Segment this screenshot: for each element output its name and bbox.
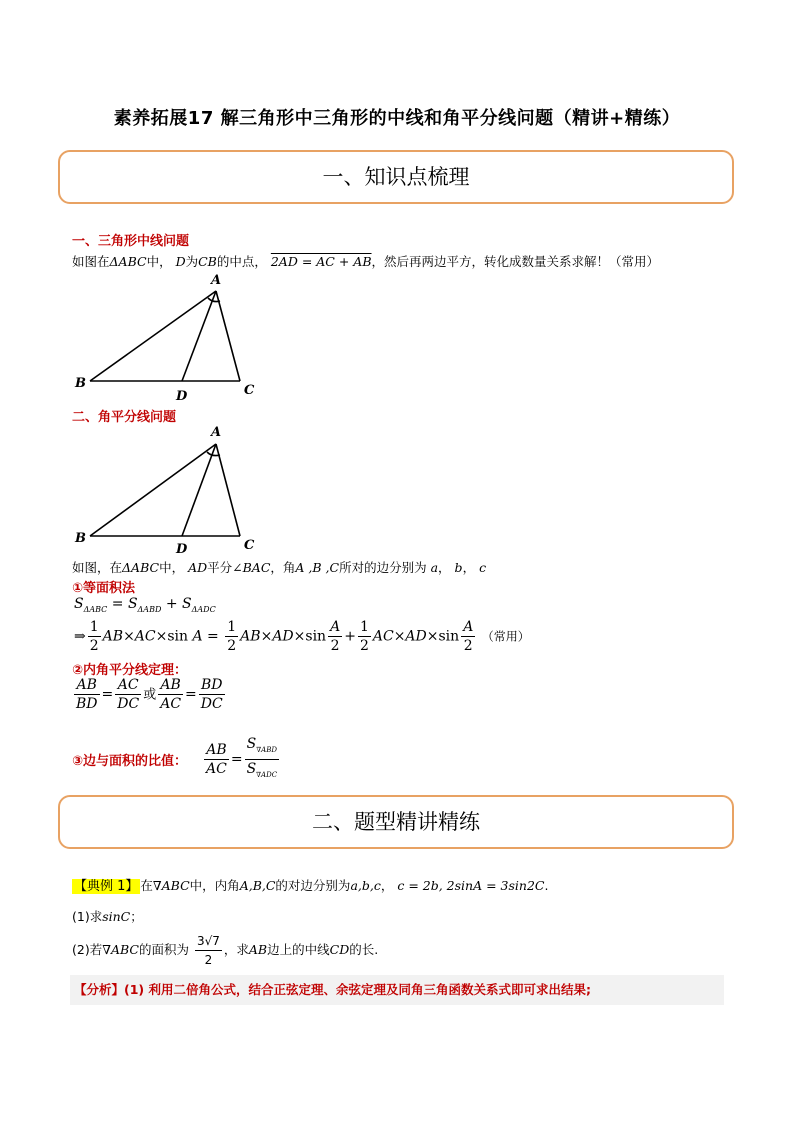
question-2: [72, 932, 378, 969]
analysis-box: 【分析】(1) 利用二倍角公式，结合正弦定理、余弦定理及同角三角函数关系式即可求出结果;: [70, 975, 724, 1005]
label-b: B: [75, 376, 86, 391]
segment-cb: CB: [198, 254, 217, 269]
side-ac: [216, 444, 240, 536]
bisector-problem-heading: 二、角平分线问题: [72, 410, 177, 425]
area-sum-equation: $S_{\Delta ABC} = S_{\Delta ABD} + S_{\Delta ADC}$: [74, 596, 216, 614]
segment-ad: AD: [188, 560, 208, 575]
bisector-ad: [182, 444, 216, 536]
area-numerator: 3√7: [195, 932, 222, 951]
median-description: [72, 252, 659, 270]
text: 所对的边分别为: [339, 560, 427, 575]
segment-ab: AB: [248, 942, 268, 957]
section-heading-knowledge: 一、知识点梳理: [58, 150, 734, 204]
label-d: D: [176, 542, 188, 554]
method-area-heading: ①等面积法: [72, 581, 136, 596]
triangle-abc: ∇ABC: [102, 942, 139, 957]
vector-equation: 2AD = AC + AB: [270, 254, 372, 269]
side-c: c: [479, 560, 487, 575]
side-area-ratio-equation: $\frac{AB}{AC}$ = $\frac{S_{\nabla ABD}}{S_{\nabla ADC}}$: [206, 736, 278, 779]
label-a: A: [211, 273, 222, 288]
side-a: a: [430, 560, 439, 575]
text: ，然后再两边平方，转化成数量关系求解！（常用）: [371, 254, 660, 269]
label-c: C: [244, 538, 255, 553]
angles-abc: A ,B ,C: [295, 560, 340, 575]
question-1: [72, 907, 143, 925]
side-ab: [90, 291, 216, 381]
side-ac: [216, 291, 240, 381]
text: ，求: [223, 942, 249, 957]
method-bisector-theorem-heading: ②内角平分线定理：: [72, 663, 188, 678]
segment-cd: CD: [329, 942, 350, 957]
side-b: b: [454, 560, 463, 575]
triangle-abc: ΔABC: [122, 560, 160, 575]
example-statement: [72, 875, 548, 894]
label-a: A: [211, 425, 222, 440]
median-problem-heading: 一、三角形中线问题: [72, 234, 190, 249]
condition-equation: c = 2b, 2sinA = 3sin2C: [397, 878, 545, 893]
page-title: 素养拓展17 解三角形中三角形的中线和角平分线问题（精讲+精练）: [113, 108, 681, 129]
label-c: C: [244, 383, 255, 398]
text: 的长.: [349, 942, 379, 957]
example-tag: 【典例 1】: [74, 879, 139, 894]
bisector-figure: [70, 422, 270, 554]
text: 中，: [159, 560, 185, 575]
text: 的面积为: [138, 942, 189, 957]
text: ；: [130, 909, 143, 924]
text: 如图，在: [72, 560, 123, 575]
text: ，角: [270, 560, 296, 575]
area-fraction: [195, 932, 222, 969]
text: 的中点，: [216, 254, 267, 269]
median-figure: [70, 270, 270, 402]
text: 中，: [146, 254, 172, 269]
triangle-abc: ∇ABC: [152, 878, 190, 893]
angle-bac: ∠BAC: [232, 560, 271, 575]
text: 为: [185, 254, 199, 269]
area-denominator: 2: [204, 953, 213, 967]
sin-c: sinC: [102, 909, 131, 924]
label-d: D: [176, 389, 188, 402]
common-note: （常用）: [481, 629, 530, 644]
text: .: [544, 878, 549, 893]
text: ，: [380, 878, 394, 893]
text: (2)若: [72, 942, 103, 957]
method-ratio-heading: ③边与面积的比值：: [72, 754, 188, 769]
text: 边上的中线: [267, 942, 330, 957]
section-heading-examples: 二、题型精讲精练: [58, 795, 734, 849]
text: 的对边分别为: [275, 878, 351, 893]
text: 如图在: [72, 254, 110, 269]
text: 平分: [207, 560, 233, 575]
text: ，: [462, 560, 476, 575]
area-expansion-equation: ⇒ $\frac{1}{2}$ AB×AC×sin A = $\frac{1}{2}$ AB×AD×sin $\frac{A}{2}$ + $\frac{1}{2}$ AC×AD×sin $\frac{A}{2}$ （常用）: [74, 619, 530, 654]
label-b: B: [75, 531, 86, 546]
triangle-abc: ΔABC: [109, 254, 147, 269]
text: 在: [140, 878, 153, 893]
median-ad: [182, 291, 216, 381]
text: 中，内角: [189, 878, 240, 893]
point-d: D: [175, 254, 186, 269]
bisector-description: [72, 558, 486, 576]
side-ab: [90, 444, 216, 536]
sides: a,b,c: [350, 878, 381, 893]
bisector-theorem-equation: $\frac{AB}{BD}$ = $\frac{AC}{DC}$ 或 $\frac{AB}{AC}$ = $\frac{BD}{DC}$: [76, 677, 223, 712]
or-word: 或: [143, 687, 157, 703]
angles: A,B,C: [239, 878, 276, 893]
text: ，: [438, 560, 451, 575]
text: (1)求: [72, 909, 103, 924]
